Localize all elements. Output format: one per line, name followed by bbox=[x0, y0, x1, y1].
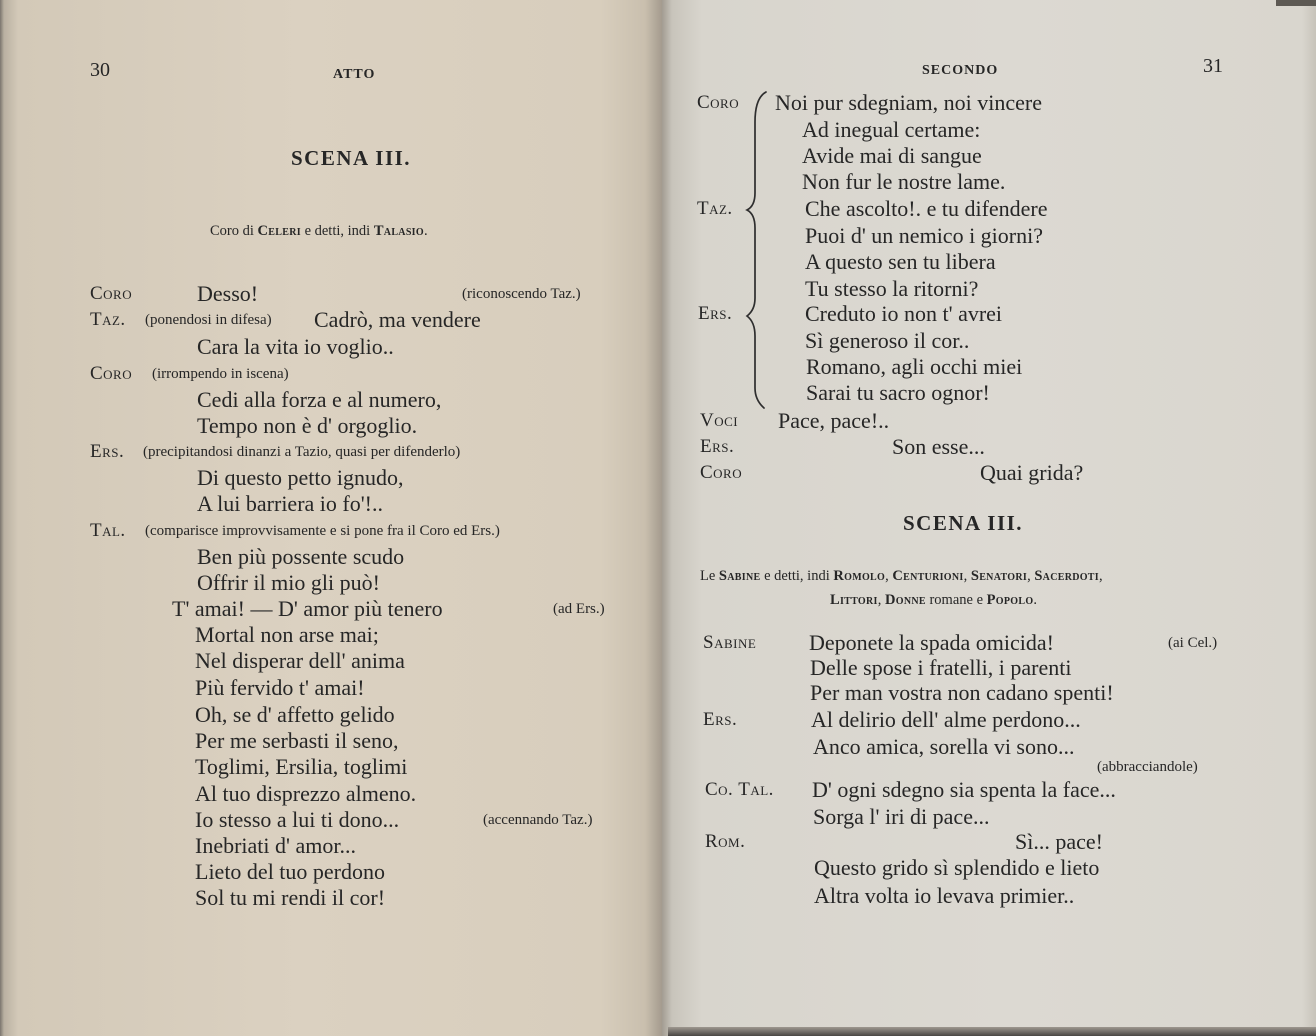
verse-line bbox=[0, 885, 662, 911]
verse-text: Che ascolto!. e tu difendere bbox=[805, 196, 1048, 221]
desc-character: Celeri bbox=[257, 223, 301, 239]
verse-text: Più fervido t' amai! bbox=[195, 675, 365, 700]
desc-text: , bbox=[1098, 568, 1103, 584]
desc-character: Littori bbox=[830, 592, 878, 608]
desc-character: Senatori bbox=[970, 568, 1028, 584]
scene-description-line bbox=[830, 590, 1037, 610]
verse-text: Non fur le nostre lame. bbox=[802, 169, 1006, 194]
verse-text: Sol tu mi rendi il cor! bbox=[195, 885, 386, 910]
verse-text: Al tuo disprezzo almeno. bbox=[195, 781, 417, 806]
desc-text: , bbox=[885, 568, 893, 584]
verse-line bbox=[662, 380, 1316, 406]
verse-text: Tempo non è d' orgoglio. bbox=[197, 413, 418, 438]
stage-direction: (precipitandosi dinanzi a Tazio, quasi per difenderlo) bbox=[143, 444, 461, 460]
stage-direction: (ai Cel.) bbox=[1168, 635, 1218, 651]
verse-text: Noi pur sdegniam, noi vincere bbox=[775, 90, 1042, 115]
verse-text: Cadrò, ma vendere bbox=[314, 307, 481, 332]
desc-text: . bbox=[1033, 592, 1038, 608]
verse-text: Tu stesso la ritorni? bbox=[805, 276, 979, 301]
verse-text: Desso! bbox=[197, 281, 259, 306]
verse-text: Per me serbasti il seno, bbox=[195, 728, 399, 753]
verse-line bbox=[0, 334, 662, 360]
verse-text: Toglimi, Ersilia, toglimi bbox=[195, 754, 408, 779]
desc-character: Donne bbox=[884, 592, 926, 608]
verse-text: Per man vostra non cadano spenti! bbox=[810, 680, 1114, 705]
verse-line bbox=[662, 804, 1316, 830]
verse-text: Ad inegual certame: bbox=[802, 117, 981, 142]
right-page bbox=[662, 0, 1316, 1036]
verse-line bbox=[662, 169, 1316, 195]
running-head: SECONDO bbox=[922, 63, 999, 78]
stage-direction: (comparisce improvvisamente e si pone fra il Coro ed Ers.) bbox=[145, 523, 500, 539]
verse-text: Creduto io non t' avrei bbox=[805, 301, 1003, 326]
verse-line bbox=[0, 439, 662, 465]
verse-line bbox=[0, 596, 662, 622]
speaker-name: Ers. bbox=[703, 709, 738, 730]
speaker-name: Rom. bbox=[705, 831, 746, 852]
verse-line bbox=[0, 859, 662, 885]
scene-description-line bbox=[700, 566, 1103, 586]
stage-direction: (irrompendo in iscena) bbox=[152, 366, 289, 382]
verse-line bbox=[0, 622, 662, 648]
verse-line bbox=[662, 883, 1316, 909]
desc-text: , bbox=[963, 568, 971, 584]
verse-line bbox=[662, 143, 1316, 169]
verse-text: Inebriati d' amor... bbox=[195, 833, 356, 858]
desc-text: Le bbox=[700, 568, 719, 584]
verse-text: Deponete la spada omicida! bbox=[809, 630, 1054, 655]
stage-direction: (abbracciandole) bbox=[1097, 759, 1198, 775]
verse-text: Sì generoso il cor.. bbox=[805, 328, 970, 353]
verse-text: Questo grido sì splendido e lieto bbox=[814, 855, 1100, 880]
desc-text: e detti, indi bbox=[300, 223, 374, 239]
verse-text: Sarai tu sacro ognor! bbox=[806, 380, 990, 405]
verse-line bbox=[662, 680, 1316, 706]
verse-text: Pace, pace!.. bbox=[778, 408, 890, 433]
stage-direction: (riconoscendo Taz.) bbox=[462, 286, 581, 302]
desc-character: Talasio bbox=[373, 223, 424, 239]
scene-title: SCENA III. bbox=[903, 511, 1024, 535]
stage-direction: (accennando Taz.) bbox=[483, 812, 593, 828]
verse-text: Sorga l' iri di pace... bbox=[813, 804, 990, 829]
speaker-name: Taz. bbox=[697, 198, 733, 219]
speaker-name: Coro bbox=[700, 462, 743, 483]
verse-line bbox=[662, 434, 1316, 460]
page-edge-bottom bbox=[668, 1027, 1316, 1036]
verse-line bbox=[0, 728, 662, 754]
verse-line bbox=[662, 328, 1316, 354]
speaker-name: Sabine bbox=[703, 632, 757, 653]
verse-line bbox=[0, 648, 662, 674]
verse-line bbox=[0, 361, 662, 387]
verse-text: Son esse... bbox=[892, 434, 985, 459]
desc-text: e detti, indi bbox=[760, 568, 834, 584]
desc-character: Romolo bbox=[833, 568, 886, 584]
stage-direction: (ponendosi in difesa) bbox=[145, 312, 272, 328]
verse-text: Delle spose i fratelli, i parenti bbox=[810, 655, 1072, 680]
verse-line bbox=[0, 491, 662, 517]
verse-line bbox=[662, 655, 1316, 681]
desc-text: . bbox=[423, 223, 428, 239]
verse-text: Di questo petto ignudo, bbox=[197, 465, 404, 490]
verse-line bbox=[662, 408, 1316, 434]
verse-line bbox=[662, 196, 1316, 222]
speaker-name: Coro bbox=[90, 363, 133, 384]
verse-text: Io stesso a lui ti dono... bbox=[195, 807, 400, 832]
verse-text: Romano, agli occhi miei bbox=[806, 354, 1023, 379]
verse-line bbox=[662, 707, 1316, 733]
verse-text: Sì... pace! bbox=[1015, 829, 1103, 854]
verse-line bbox=[0, 544, 662, 570]
verse-line bbox=[0, 833, 662, 859]
speaker-name: Ers. bbox=[700, 436, 735, 457]
verse-line bbox=[662, 855, 1316, 881]
page-number: 30 bbox=[90, 59, 110, 81]
verse-line bbox=[0, 781, 662, 807]
verse-text: Altra volta io levava primier.. bbox=[814, 883, 1075, 908]
page-edge-top bbox=[1276, 0, 1316, 6]
verse-line bbox=[662, 630, 1316, 656]
desc-text: romane e bbox=[925, 592, 987, 608]
verse-text: Offrir il mio gli può! bbox=[197, 570, 380, 595]
verse-line bbox=[0, 413, 662, 439]
verse-text: Oh, se d' affetto gelido bbox=[195, 702, 395, 727]
verse-line bbox=[0, 465, 662, 491]
verse-text: Quai grida? bbox=[980, 460, 1084, 485]
verse-line bbox=[662, 777, 1316, 803]
verse-text: Cara la vita io voglio.. bbox=[197, 334, 394, 359]
verse-text: T' amai! — D' amor più tenero bbox=[172, 596, 443, 621]
speaker-name: Coro bbox=[90, 283, 133, 304]
speaker-name: Ers. bbox=[90, 441, 125, 462]
verse-text: Avide mai di sangue bbox=[802, 143, 982, 168]
verse-text: A questo sen tu libera bbox=[805, 249, 996, 274]
verse-line bbox=[662, 249, 1316, 275]
speaker-name: Co. Tal. bbox=[705, 779, 774, 800]
page-number: 31 bbox=[1203, 55, 1223, 77]
speaker-name: Coro bbox=[697, 92, 740, 113]
verse-text: Ben più possente scudo bbox=[197, 544, 405, 569]
scene-title: SCENA III. bbox=[291, 146, 412, 170]
verse-line bbox=[0, 387, 662, 413]
verse-text: Mortal non arse mai; bbox=[195, 622, 379, 647]
verse-line bbox=[0, 281, 662, 307]
verse-line bbox=[662, 117, 1316, 143]
verse-line bbox=[662, 354, 1316, 380]
desc-text: , bbox=[877, 592, 885, 608]
desc-text: Coro di bbox=[210, 223, 258, 239]
desc-character: Sabine bbox=[718, 568, 761, 584]
stage-direction: (ad Ers.) bbox=[553, 601, 605, 617]
desc-text: , bbox=[1027, 568, 1035, 584]
speaker-name: Taz. bbox=[90, 309, 126, 330]
speaker-name: Ers. bbox=[698, 303, 733, 324]
verse-line bbox=[662, 90, 1316, 116]
scene-description bbox=[210, 221, 428, 241]
verse-line bbox=[0, 754, 662, 780]
verse-line bbox=[0, 807, 662, 833]
speaker-name: Voci bbox=[700, 410, 739, 431]
verse-line bbox=[0, 675, 662, 701]
verse-line bbox=[662, 301, 1316, 327]
verse-line bbox=[0, 307, 662, 333]
verse-line bbox=[662, 223, 1316, 249]
verse-line bbox=[0, 518, 662, 544]
verse-text: Puoi d' un nemico i giorni? bbox=[805, 223, 1043, 248]
verse-line bbox=[662, 460, 1316, 486]
verse-text: Al delirio dell' alme perdono... bbox=[811, 707, 1081, 732]
verse-line bbox=[0, 702, 662, 728]
desc-character: Sacerdoti bbox=[1034, 568, 1099, 584]
verse-text: D' ogni sdegno sia spenta la face... bbox=[812, 777, 1116, 802]
verse-text: Nel disperar dell' anima bbox=[195, 648, 405, 673]
verse-line bbox=[0, 570, 662, 596]
verse-line bbox=[662, 829, 1316, 855]
verse-text: Cedi alla forza e al numero, bbox=[197, 387, 442, 412]
speaker-name: Tal. bbox=[90, 520, 126, 541]
verse-text: Lieto del tuo perdono bbox=[195, 859, 386, 884]
running-head: ATTO bbox=[333, 67, 376, 82]
verse-line bbox=[662, 276, 1316, 302]
verse-text: Anco amica, sorella vi sono... bbox=[813, 734, 1075, 759]
desc-character: Centurioni bbox=[892, 568, 964, 584]
desc-character: Popolo bbox=[986, 592, 1034, 608]
verse-text: A lui barriera io fo'!.. bbox=[197, 491, 384, 516]
